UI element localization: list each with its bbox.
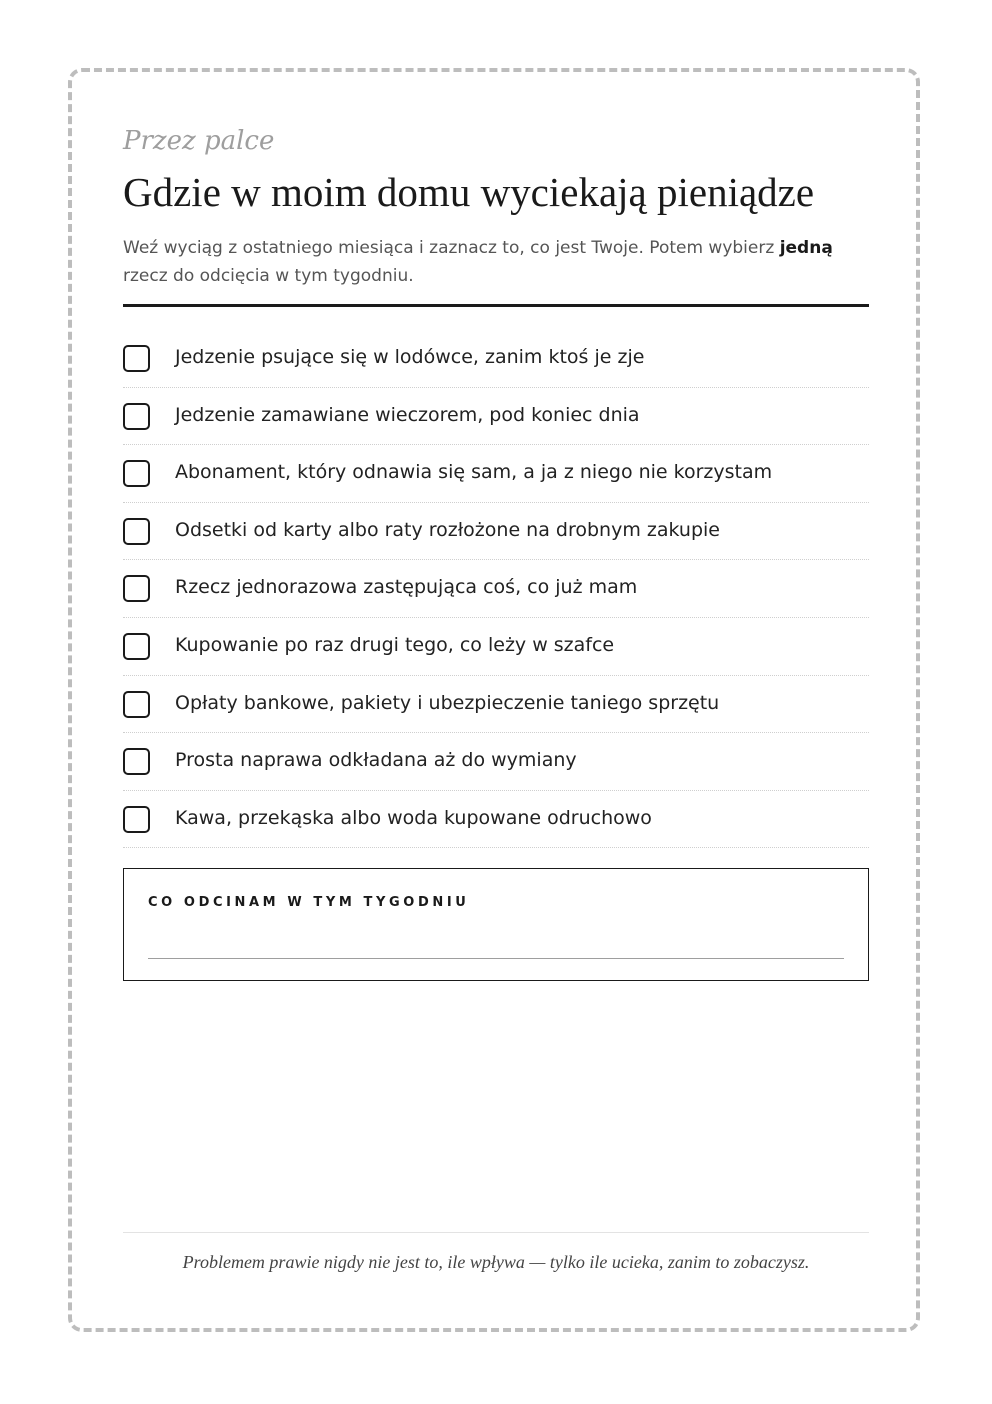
checklist-item-label: Odsetki od karty albo raty rozłożone na drobnym zakupie [175, 518, 720, 541]
page-title: Gdzie w moim domu wyciekają pieniądze [123, 169, 815, 215]
checkbox[interactable] [123, 345, 150, 372]
checklist-item-label: Rzecz jednorazowa zastępująca coś, co już mam [175, 576, 638, 599]
kicker: Przez palce [123, 126, 275, 156]
intro-text [123, 234, 869, 290]
checkbox[interactable] [123, 633, 150, 660]
intro-before: Weź wyciąg z ostatniego miesiąca i zaznacz to, co jest Twoje. Potem wybierz [123, 238, 780, 258]
checkbox[interactable] [123, 460, 150, 487]
checkbox[interactable] [123, 403, 150, 430]
checklist-item-label: Jedzenie zamawiane wieczorem, pod koniec dnia [175, 403, 640, 426]
checklist-item-label: Jedzenie psujące się w lodówce, zanim ktoś je zje [175, 346, 645, 368]
intro-bold: jedną [779, 238, 833, 258]
checkbox[interactable] [123, 518, 150, 545]
checklist-item[interactable] [123, 445, 869, 503]
intro-after: rzecz do odcięcia w tym tygodniu. [123, 266, 414, 286]
weekly-cut-write-line[interactable] [148, 958, 844, 959]
weekly-cut-box [123, 868, 869, 981]
header-divider [123, 304, 869, 307]
checklist-item[interactable] [123, 618, 869, 676]
checkbox[interactable] [123, 691, 150, 718]
checklist-item[interactable] [123, 503, 869, 561]
checkbox[interactable] [123, 748, 150, 775]
checklist-item[interactable] [123, 330, 869, 388]
checklist-item[interactable] [123, 791, 869, 849]
checklist-item-label: Kupowanie po raz drugi tego, co leży w szafce [175, 633, 615, 656]
checklist-item-label: Abonament, który odnawia się sam, a ja z niego nie korzystam [175, 461, 773, 484]
checklist-item[interactable] [123, 560, 869, 618]
footer-divider [123, 1232, 869, 1233]
checklist-item[interactable] [123, 388, 869, 446]
checklist-item-label: Opłaty bankowe, pakiety i ubezpieczenie taniego sprzętu [175, 691, 720, 714]
checklist-item-label: Prosta naprawa odkładana aż do wymiany [175, 749, 577, 772]
checklist-item[interactable] [123, 733, 869, 791]
checklist [123, 330, 869, 848]
weekly-cut-label: CO ODCINAM W TYM TYGODNIU [148, 895, 470, 910]
footer-quote: Problemem prawie nigdy nie jest to, ile wpływa — tylko ile ucieka, zanim to zobaczysz. [182, 1252, 810, 1272]
checklist-item-label: Kawa, przekąska albo woda kupowane odruchowo [175, 806, 652, 829]
checkbox[interactable] [123, 806, 150, 833]
checkbox[interactable] [123, 575, 150, 602]
checklist-item[interactable] [123, 676, 869, 734]
